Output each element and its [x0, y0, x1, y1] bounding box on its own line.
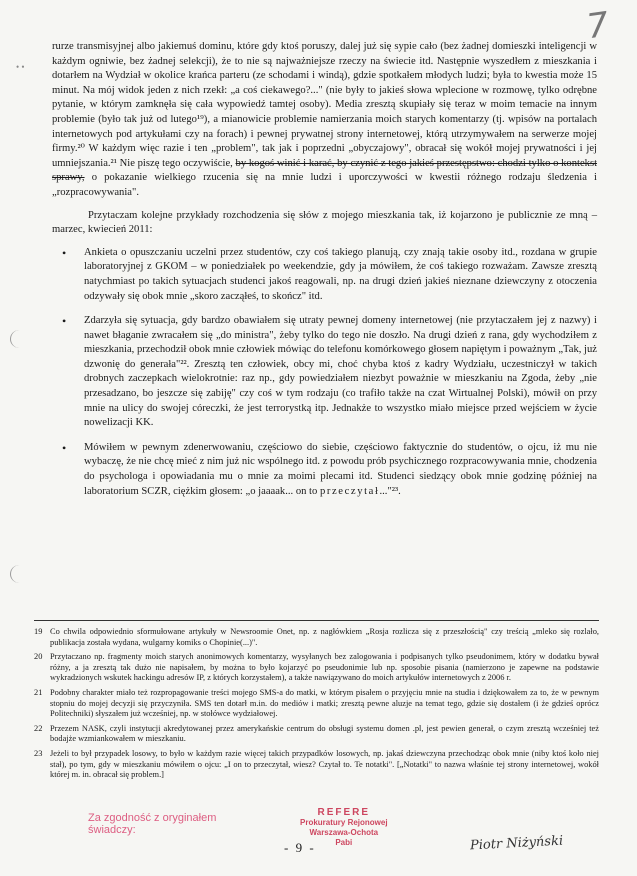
bullet-text-end: ..."²³.: [379, 485, 401, 497]
struck-through-text: by kogoś winić i karać, by czynić z tego jakieś przestępstwo: chodzi tylko o kontekst sprawy,: [52, 157, 598, 184]
footnote-text: Przezem NASK, czyli instytucji akredytowanej przez amerykańskie centrum do obsługi systemu domen .pl, jest pewien generał, o czym zresztą wcześniej też bodajże wzmiankowałem w mieszkaniu.: [50, 723, 599, 744]
punch-hole-mark: [10, 330, 29, 348]
footnote-number: 23: [34, 748, 43, 758]
bullet-list: [52, 246, 597, 500]
certification-stamp: [88, 812, 216, 836]
paragraph-text-end: o pokazanie wielkiego rzucenia się na mnie ludzi i uporczywości w kwestii różnego rodzaju śledzenia i „rozpracowywania".: [52, 172, 597, 198]
footnote: [34, 724, 599, 745]
bullet-item: • Ankieta o opuszczaniu uczelni przez studentów, czy coś takiego planują, czy znają takie osoby itd., rozdana w grupie laboratoryjnej z GKOM – w poniedziałek po weekendzie, gdy ja mówiłem, że coś takiego rozważam. Zawsze zresztą natychmiast po takich sytuacjach studenci jakoś reagowali, np. na drugi dzień jakieś nieznane dziewczyny z otoczenia odzywały się obok mnie „skoro zacząłeś, to skończ" itd.: [84, 246, 597, 304]
footnote-number: 21: [34, 687, 43, 697]
footnote-number: 20: [34, 652, 43, 662]
margin-dot: • •: [16, 62, 25, 72]
bullet-item: [84, 441, 597, 499]
bullet-text: Mówiłem w pewnym zdenerwowaniu, częściowo do siebie, częściowo faktycznie do studentów, o ojcu, iż mu nie wybaczę, że nie chcę mieć z nim już nic wspólnego itd. z powodu prób psychicznego rozpracowywania mnie, chodzenia do psychologa i opowiadania mu o mnie za moimi plecami itd. Studenci siedzący obok mnie godzinę później na laboratorium SCZR, ciężkim głosem: „o jaaaak... on to: [84, 441, 597, 497]
stamp-line: Za zgodność z oryginałem: [88, 812, 217, 824]
handwritten-page-mark: 7: [584, 4, 612, 48]
paragraph-intro: Przytaczam kolejne przykłady rozchodzenia się słów z mojego mieszkania tak, iż kojarzono je publicznie ze mną – marzec, kwiecień 2011:: [52, 209, 597, 236]
main-body-text: [52, 40, 597, 509]
bullet-item: • Zdarzyła się sytuacja, gdy bardzo obawiałem się utraty pewnej domeny internetowej (nie przytaczałem jej z nazwy) i nawet błaganie zwracałem się „do ministra", żeby tylko do tego nie doszło. Na drugi dzień z rana, gdy wychodziłem z mieszkania, przechodził obok mnie człowiek mówiąc do telefonu komórkowego głosem napiętym i poważnym „Tak, już dzwonię do generała"²². Zresztą ten człowiek, obcy mi, choć chyba ktoś z kadry Wydziału, uczestniczył w takich drobnych zaczepkach wielokrotnie: raz np., gdy powiedziałem niezbyt poważnie w mieszkaniu na Zgoda, żeby „nie przesadzano, bo jeszcze się zabiję" czy coś w tym rodzaju (co trafiło także na czat Wirtualnej Polski), mówił on przy mnie na ulicy do swojej córeczki, że jest terrorystką itp. Jednakże to wszystko miało miejsce przed wejściem w życie nowelizacji KK.: [84, 314, 597, 431]
stamp-line: Warszawa-Ochota: [309, 828, 379, 837]
spaced-word: przeczytał: [319, 485, 380, 497]
footnote-text: Co chwila odpowiednio sformułowane artykuły w Newsroomie Onet, np. z nagłówkiem „Rosja rozlicza się z przeszłością" czy treścią „mleko się rozlało, publikacja została wydana, wulgarny komiks o Chopinie(...)".: [50, 627, 599, 647]
footnote: [34, 627, 599, 648]
footnote-text: Przytaczano np. fragmenty moich starych anonimowych komentarzy, wysyłanych bez zalogowania i podpisanych tylko pseudonimem, który w dodatku bywał różny, a ja zresztą tak dużo nie napisałem, by można to było kojarzyć po pseudonimie lub np. sposobie pisania (namierzono je zapewne na podstawie wykradzionych wskutek hackingu adresów IP, z których korzystałem), a także nawiązywano do moich artykułów internetowych z 2006 r.: [50, 652, 599, 683]
handwritten-signature: Piotr Niżyński: [469, 833, 564, 854]
footnote: [34, 749, 599, 781]
footnotes-section: [34, 620, 599, 785]
footnote-number: 19: [34, 627, 43, 636]
stamp-line: Prokuratury Rejonowej: [300, 818, 388, 827]
paragraph-text: rurze transmisyjnej albo jakiemuś dominu, które gdy ktoś poruszy, dalej już się sypie cało (bez żadnej domieszki inteligencji w każdym ogniwie, bez żadnej selekcji), że to nie są najważniejsze rzeczy na świecie itd. Następnie wyszedłem z mieszkania i dotarłem na Wydział w okolice krańca parteru (ze schodami i windą), gdzie spotkałem młodych ludzi; była to kwestia może 15 minut. Na mój widok jeden z nich rzekł: „a coś ciekawego?..." (nie były to jakieś słowa wplecione w rozmowę, tylko odrębne pytanie, w którym zamknęła się cała wypowiedź tamtej osoby). Media zresztą skupiały się teraz w moim temacie na innym problemie (było tak już od lutego¹⁹), a mianowicie problemie namierzania moich starych komentarzy (tj. wpisów na portalach internetowych pod artykułami czy na forach) i pewnej prywatnej strony internetowej, którą utrzymywałem na serwerze mojej firmy.²⁰ W każdym więc razie i ten „problem", tak jak i poprzedni „obyczajowy", obracał się wokół mojej prywatności i jej umniejszania.²¹ Nie piszę tego oczywiście,: [52, 41, 597, 169]
paragraph-continuation: [52, 40, 597, 201]
punch-hole-mark: [10, 565, 29, 583]
footnote-text: Jeżeli to był przypadek losowy, to było w każdym razie więcej takich przypadków losowych, np. jakaś dziewczyna przechodząc obok mnie (niby ktoś koło niej stał), po tym, gdy w mieszkaniu mówiłem o ojcu: „I on to przeczytał, wiesz? Czytał to. Te notatki". [„Notatki" to nazwa właśnie tej strony internetowej, wokół której m. in. obracał się problem.]: [50, 748, 599, 780]
stamp-line: Pabi: [335, 838, 353, 847]
footnote-text: Podobny charakter miało też rozpropagowanie treści mojego SMS-a do matki, w którym pisałem o przyjęciu mnie na studia i dziękowałem za to, że w pewnym stopniu do mojej decyzji się przyczyniła. SMS ten dotarł m.in. do mediów i matki; zresztą pewne aluzje na temat tego, gdzie się dostałem (i że gdzieś oprócz Politechniki) słyszałem już wcześniej, np. w stołówce wydziałowej.: [50, 687, 599, 719]
page-number: - 9 -: [284, 840, 316, 855]
footnote: [34, 652, 599, 684]
stamp-line: świadczy:: [88, 824, 136, 836]
footnote-number: 22: [34, 723, 43, 733]
stamp-line: REFERE: [317, 807, 371, 818]
footnote: [34, 688, 599, 720]
